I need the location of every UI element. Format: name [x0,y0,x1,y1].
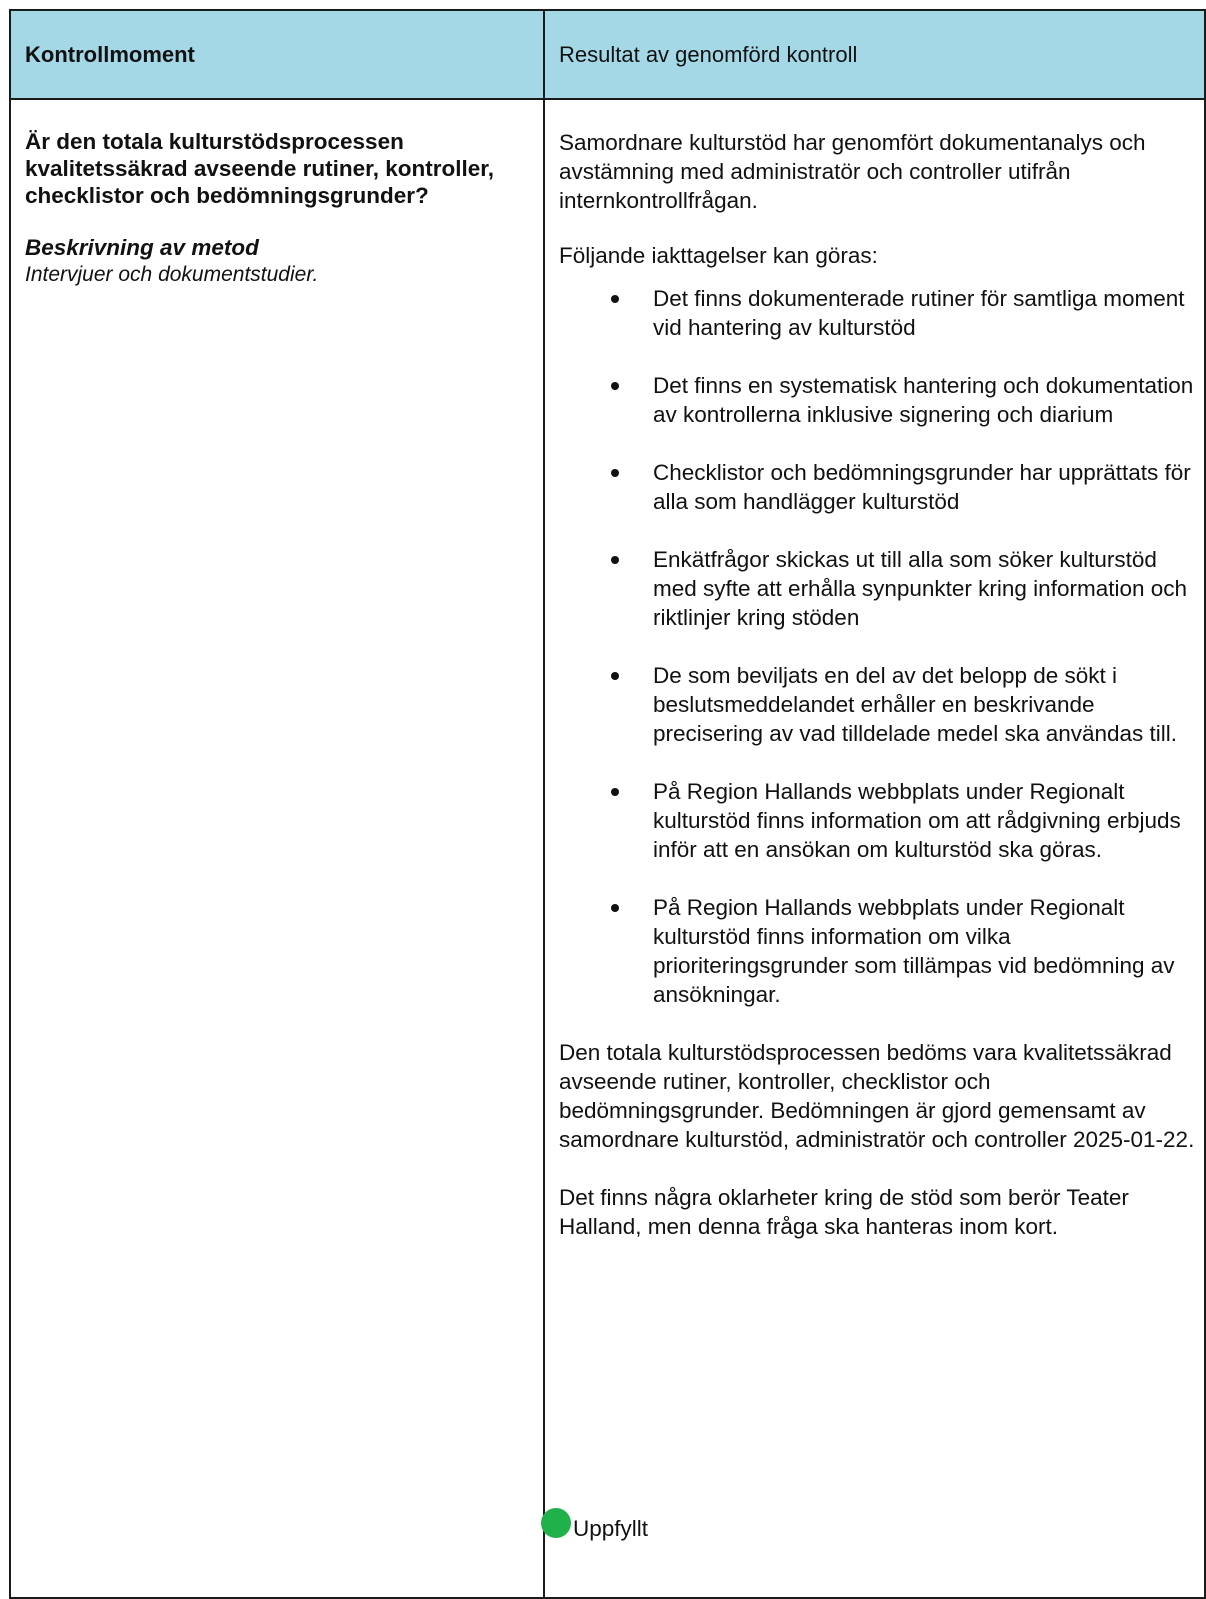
list-item: Enkätfrågor skickas ut till alla som söker kulturstöd med syfte att erhålla synpunkter kring information och riktlinjer kring stöden [559,545,1198,632]
status-label: Uppfyllt [573,1516,649,1541]
list-item: De som beviljats en del av det belopp de sökt i beslutsmeddelandet erhåller en beskrivande precisering av vad tilldelade medel ska användas till. [559,661,1198,748]
result-note: Det finns några oklarheter kring de stöd som berör Teater Halland, men denna fråga ska hanteras inom kort. [559,1185,1129,1239]
result-intro: Samordnare kulturstöd har genomfört dokumentanalys och avstämning med administratör och controller utifrån internkontrollfrågan. [559,130,1146,213]
status-badge [541,1514,648,1544]
table-header-row [10,10,1205,99]
list-item: På Region Hallands webbplats under Regionalt kulturstöd finns information om vilka prioriteringsgrunder som tillämpas vid bedömning av ansökningar. [559,893,1198,1009]
result-conclusion: Den totala kulturstödsprocessen bedöms vara kvalitetssäkrad avseende rutiner, kontroller, checklistor och bedömningsgrunder. Bedömningen är gjord gemensamt av samordnare kulturstöd, administratör och controller 2025-01-22. [559,1040,1195,1152]
list-item: Det finns en systematisk hantering och dokumentation av kontrollerna inklusive signering och diarium [559,371,1198,429]
header-resultat: Resultat av genomförd kontroll [544,10,1205,99]
control-table [9,9,1206,1599]
control-cell [10,99,544,1598]
control-question: Är den totala kulturstödsprocessen kvalitetssäkrad avseende rutiner, kontroller, checklistor och bedömningsgrunder? [25,129,494,208]
result-cell [544,99,1205,1598]
method-text: Intervjuer och dokumentstudier. [25,263,319,286]
table-row [10,99,1205,1598]
findings-list [559,284,1198,1009]
list-item: På Region Hallands webbplats under Regionalt kulturstöd finns information om att rådgivning erbjuds inför att en ansökan om kulturstöd ska göras. [559,777,1198,864]
list-item: Checklistor och bedömningsgrunder har upprättats för alla som handlägger kulturstöd [559,458,1198,516]
green-circle-icon [541,1508,571,1538]
method-heading: Beskrivning av metod [25,235,259,260]
findings-intro: Följande iakttagelser kan göras: [559,243,878,268]
header-kontrollmoment: Kontrollmoment [10,10,544,99]
list-item: Det finns dokumenterade rutiner för samtliga moment vid hantering av kulturstöd [559,284,1198,342]
